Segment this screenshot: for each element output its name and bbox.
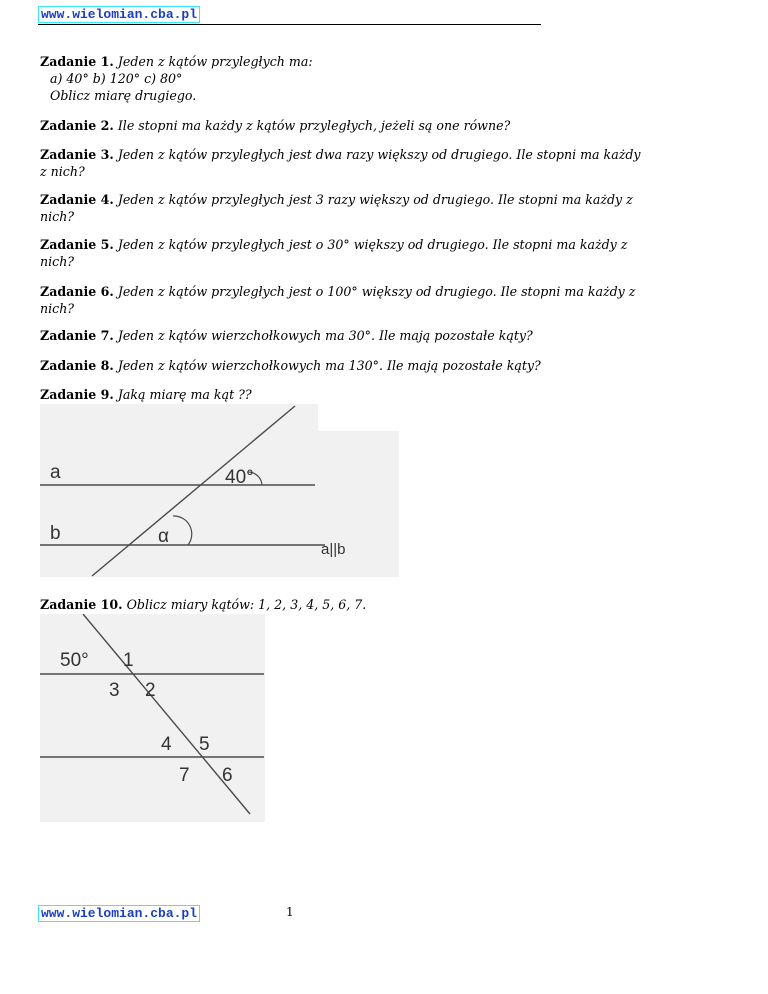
angle-given-label: 40° bbox=[225, 467, 254, 488]
task-5 bbox=[40, 236, 680, 270]
task-text: Oblicz miary kątów: 1, 2, 3, 4, 5, 6, 7. bbox=[126, 597, 367, 612]
task-text: Jeden z kątów przyległych ma: bbox=[117, 54, 313, 69]
task-label: Zadanie 4. bbox=[40, 192, 114, 207]
task-label: Zadanie 3. bbox=[40, 147, 114, 162]
task-label: Zadanie 6. bbox=[40, 284, 114, 299]
task-text: z nich? bbox=[40, 164, 85, 179]
footer-link[interactable]: www.wielomian.cba.pl bbox=[38, 905, 200, 922]
task-7 bbox=[40, 327, 680, 344]
task-text: Jaką miarę ma kąt ?? bbox=[117, 387, 252, 402]
task-label: Zadanie 9. bbox=[40, 387, 114, 402]
angle-label-1: 1 bbox=[123, 650, 134, 671]
figure-angles-1-7 bbox=[40, 614, 265, 822]
angle-label-2: 2 bbox=[145, 680, 156, 701]
angle-label-3: 3 bbox=[109, 680, 120, 701]
task-text: nich? bbox=[40, 209, 75, 224]
task-1 bbox=[40, 53, 680, 104]
line-b-label: b bbox=[50, 523, 61, 544]
task-text: Jeden z kątów przyległych jest dwa razy większy od drugiego. Ile stopni ma każdy bbox=[117, 147, 641, 162]
task-text: Jeden z kątów przyległych jest o 100° większy od drugiego. Ile stopni ma każdy z bbox=[117, 284, 636, 299]
angle-label-7: 7 bbox=[179, 765, 190, 786]
angle-label-4: 4 bbox=[161, 734, 172, 755]
task-label: Zadanie 5. bbox=[40, 237, 114, 252]
task-text: Jeden z kątów przyległych jest 3 razy większy od drugiego. Ile stopni ma każdy z bbox=[117, 192, 633, 207]
task-label: Zadanie 8. bbox=[40, 358, 114, 373]
task-text: Jeden z kątów przyległych jest o 30° większy od drugiego. Ile stopni ma każdy z bbox=[117, 237, 628, 252]
task-3 bbox=[40, 146, 680, 180]
angle-label-5: 5 bbox=[199, 734, 210, 755]
figure-parallel-lines-transversal bbox=[40, 404, 399, 577]
task-text: Jeden z kątów wierzchołkowych ma 130°. Ile mają pozostałe kąty? bbox=[117, 358, 541, 373]
angle-given-label: 50° bbox=[60, 650, 89, 671]
task-text: Ile stopni ma każdy z kątów przyległych, jeżeli są one równe? bbox=[117, 118, 511, 133]
angle-unknown-label: α bbox=[158, 526, 169, 547]
angle-label-6: 6 bbox=[222, 765, 233, 786]
page-number: 1 bbox=[286, 905, 294, 919]
task-2 bbox=[40, 117, 680, 134]
task-text: Oblicz miarę drugiego. bbox=[50, 88, 197, 103]
task-text: nich? bbox=[40, 301, 75, 316]
task-8 bbox=[40, 357, 680, 374]
task-4 bbox=[40, 191, 680, 225]
parallel-note: a||b bbox=[321, 541, 346, 558]
task-label: Zadanie 2. bbox=[40, 118, 114, 133]
task-6 bbox=[40, 283, 680, 317]
task-label: Zadanie 1. bbox=[40, 54, 114, 69]
header-rule bbox=[38, 24, 541, 25]
task-text: Jeden z kątów wierzchołkowych ma 30°. Ile mają pozostałe kąty? bbox=[117, 328, 533, 343]
task-label: Zadanie 7. bbox=[40, 328, 114, 343]
header-link[interactable]: www.wielomian.cba.pl bbox=[38, 6, 200, 23]
task-9 bbox=[40, 386, 680, 403]
task-text: a) 40° b) 120° c) 80° bbox=[50, 71, 183, 86]
task-text: nich? bbox=[40, 254, 75, 269]
line-a-label: a bbox=[50, 462, 61, 483]
task-10 bbox=[40, 596, 680, 613]
task-label: Zadanie 10. bbox=[40, 597, 123, 612]
